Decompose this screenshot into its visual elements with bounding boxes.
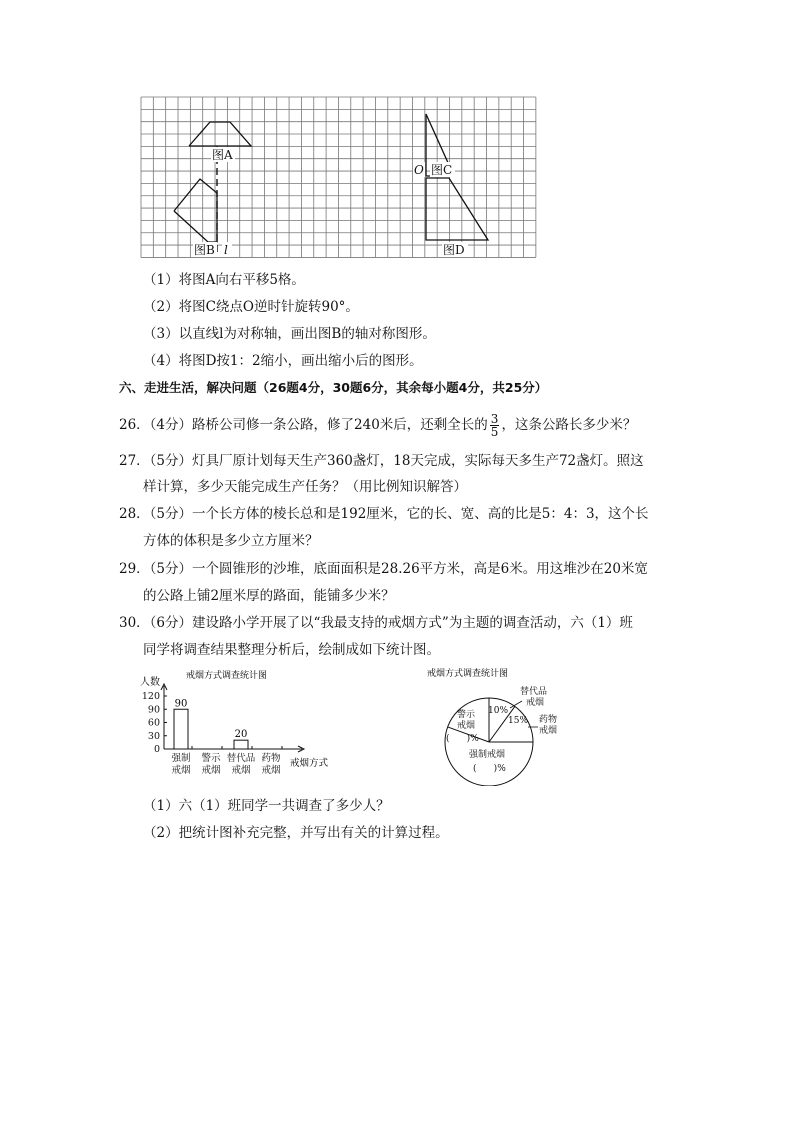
- question-30-line-2: 同学将调查结果整理分析后，绘制成如下统计图。: [143, 642, 440, 658]
- pie-chart-title: 戒烟方式调查统计图: [427, 669, 509, 679]
- question-26: [119, 413, 636, 438]
- question-28-line-2: 方体的体积是多少立方厘米？: [143, 533, 319, 549]
- bar-category-label: 戒烟: [231, 765, 251, 776]
- bar-value-label: 90: [174, 698, 188, 710]
- grid-figure: [140, 96, 540, 260]
- pie-label-medicine-line1: 药物: [539, 715, 558, 725]
- grid-lines: [141, 97, 536, 257]
- bar-y-tick: 30: [147, 730, 160, 742]
- section-heading: 六、走进生活，解决问题（26题4分，30题6分，其余每小题4分，共25分）: [119, 380, 548, 395]
- bar-category-label: 戒烟: [171, 765, 191, 776]
- bar-chart-xlabel: 戒烟方式: [290, 758, 329, 769]
- bar-category-label: 强制: [171, 753, 191, 764]
- task-3: （3）以直线l为对称轴，画出图B的轴对称图形。: [143, 326, 436, 342]
- pie-percent-medicine: 15%: [508, 716, 529, 726]
- bar-category-label: 警示: [201, 753, 221, 764]
- pie-label-warning-line1: 警示: [457, 710, 476, 720]
- pie-label-forced-line1: 强制戒烟: [469, 750, 506, 760]
- bar-y-tick: 60: [147, 717, 160, 729]
- bar-y-tick: 90: [147, 704, 160, 716]
- bar-chart-title: 戒烟方式调查统计图: [186, 671, 268, 681]
- q26-text-before: 26．（4分）路桥公司修一条公路，修了240米后，还剩全长的: [119, 417, 488, 433]
- bar-category-label: 药物: [261, 753, 281, 764]
- pie-chart: [422, 664, 572, 786]
- question-27-line-2: 样计算，多少天能完成生产任务？（用比例知识解答）: [143, 479, 467, 495]
- bar-chart: [138, 666, 368, 784]
- bar-chart-axes: [161, 684, 304, 752]
- figure-d: [426, 178, 488, 240]
- pie-label-substitute-line2: 戒烟: [526, 698, 545, 708]
- question-27-line-1: 27．（5分）灯具厂原计划每天生产360盏灯，18天完成，实际每天多生产72盏灯。照这: [119, 453, 644, 469]
- question-28-line-1: 28．（5分）一个长方体的棱长总和是192厘米，它的长、宽、高的比是5：4：3，这个长: [119, 506, 649, 522]
- pie-label-forced-line2: ( )%: [473, 764, 506, 774]
- label-line-l: l: [224, 243, 228, 257]
- bar-category-label: 替代品: [226, 753, 256, 764]
- bar-mark: [234, 740, 248, 749]
- label-figure-a: 图A: [212, 148, 233, 162]
- pie-label-medicine-line2: 戒烟: [539, 726, 558, 736]
- label-figure-d: 图D: [443, 243, 465, 257]
- bar-value-label: 20: [234, 729, 248, 741]
- question-30-sub-1: （1）六（1）班同学一共调查了多少人？: [143, 798, 390, 814]
- pie-label-substitute-line1: 替代品: [520, 687, 548, 697]
- task-2: （2）将图C绕点O逆时针旋转90°。: [143, 299, 359, 315]
- fraction-three-fifths: $\frac{3}{5}$: [490, 412, 499, 439]
- q26-text-after: ，这条公路长多少米？: [501, 417, 637, 433]
- question-30-sub-2: （2）把统计图补充完整，并写出有关的计算过程。: [143, 825, 449, 841]
- bar-chart-ylabel: 人数: [140, 677, 160, 688]
- bar-category-label: 戒烟: [261, 765, 281, 776]
- question-29-line-2: 的公路上铺2厘米厚的路面，能铺多少米？: [143, 588, 395, 604]
- question-30-line-1: 30．（6分）建设路小学开展了以“我最支持的戒烟方式”为主题的调查活动，六（1）班: [119, 615, 633, 631]
- bar-mark: [174, 709, 188, 749]
- task-1: （1）将图A向右平移5格。: [143, 272, 305, 288]
- label-point-o: O: [414, 163, 424, 177]
- bar-y-tick: 120: [141, 691, 160, 702]
- label-figure-c: 图C: [431, 163, 453, 177]
- pie-label-warning-line3: ( )%: [446, 734, 479, 744]
- pie-percent-substitute: 10%: [488, 706, 509, 716]
- pie-label-warning-line2: 戒烟: [457, 721, 476, 731]
- question-29-line-1: 29．（5分）一个圆锥形的沙堆，底面面积是28.26平方米，高是6米。用这堆沙在20米宽: [119, 561, 648, 577]
- bar-category-label: 戒烟: [201, 765, 221, 776]
- task-4: （4）将图D按1：2缩小，画出缩小后的图形。: [143, 353, 423, 369]
- label-figure-b: 图B: [194, 243, 215, 257]
- bar-y-tick: 0: [153, 744, 160, 755]
